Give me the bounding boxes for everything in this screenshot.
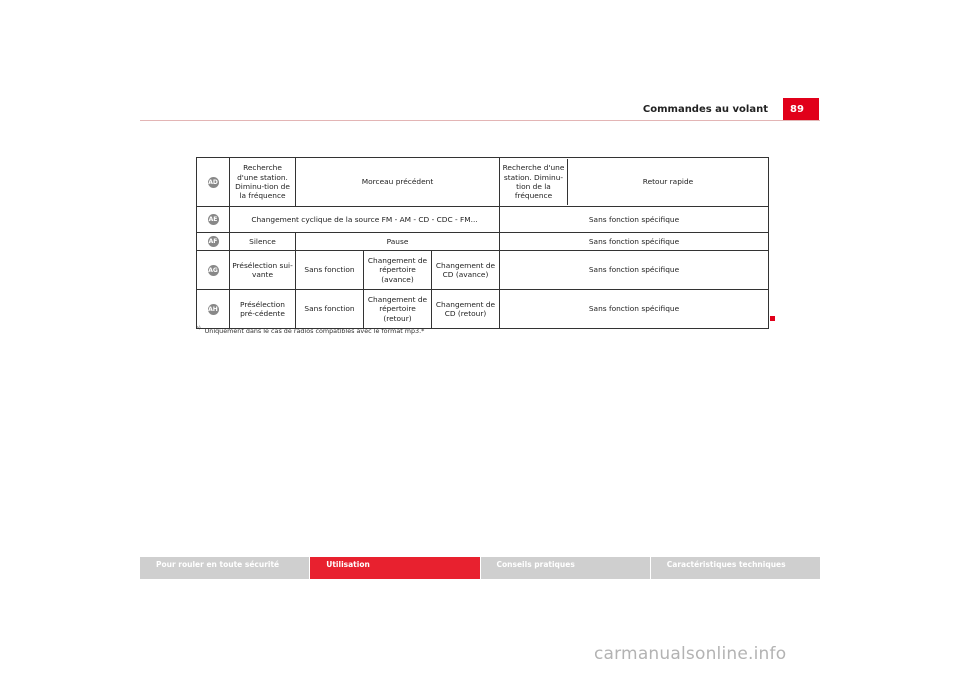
table-cell: Sans fonction spécifique bbox=[500, 207, 769, 233]
table-cell: Changement cyclique de la source FM - AM - CD - CDC - FM... bbox=[230, 207, 500, 233]
table-row bbox=[197, 251, 769, 290]
footer-tab-utilisation[interactable]: Utilisation bbox=[310, 557, 479, 579]
table-row bbox=[197, 207, 769, 233]
table-cell: Recherche d'une station. Diminu-tion de la fréquence bbox=[500, 159, 568, 205]
table-row bbox=[197, 290, 769, 329]
table-cell: Présélection sui-vante bbox=[230, 251, 296, 290]
table-cell: Recherche d'une station. Diminu-tion de la fréquence bbox=[230, 158, 296, 207]
table-cell: Changement de CD (avance) bbox=[432, 251, 500, 290]
table-cell bbox=[500, 158, 769, 207]
table-cell: Sans fonction spécifique bbox=[500, 290, 769, 329]
watermark-text: carmanualsonline.info bbox=[594, 644, 787, 664]
footnote-marker: a) bbox=[196, 326, 201, 331]
table-cell: Changement de répertoire (avance) bbox=[364, 251, 432, 290]
row-key-cell bbox=[197, 233, 230, 251]
control-badge-icon: AF bbox=[208, 238, 218, 245]
control-badge-icon: AD bbox=[208, 178, 218, 186]
table-row bbox=[197, 158, 769, 207]
row-key-cell bbox=[197, 251, 230, 290]
header-divider bbox=[140, 120, 820, 121]
footer-navigation bbox=[140, 557, 820, 579]
row-key-cell bbox=[197, 290, 230, 329]
page-title: Commandes au volant bbox=[642, 104, 768, 115]
footer-tab-securite[interactable]: Pour rouler en toute sécurité bbox=[140, 557, 309, 579]
table-cell: Changement de CD (retour) bbox=[432, 290, 500, 329]
footnote-text: Uniquement dans le cas de radios compatibles avec le format mp3.* bbox=[204, 327, 425, 335]
table-cell: Sans fonction bbox=[296, 290, 364, 329]
table-cell: Sans fonction spécifique bbox=[500, 251, 769, 290]
table-cell: Morceau précédent bbox=[296, 158, 500, 207]
table-cell: Changement de répertoire (retour) bbox=[364, 290, 432, 329]
table-cell: Pause bbox=[296, 233, 500, 251]
table-cell: Sans fonction spécifique bbox=[500, 233, 769, 251]
section-end-marker-icon bbox=[770, 316, 775, 321]
control-badge-icon: AG bbox=[208, 266, 218, 274]
table-cell: Retour rapide bbox=[642, 177, 694, 187]
page-number: 89 bbox=[783, 98, 819, 120]
table-cell: Présélection pré-cédente bbox=[230, 290, 296, 329]
control-badge-icon: AE bbox=[208, 216, 218, 223]
table-cell: Sans fonction bbox=[296, 251, 364, 290]
footer-tab-conseils[interactable]: Conseils pratiques bbox=[481, 557, 650, 579]
footer-tab-caracteristiques[interactable]: Caractéristiques techniques bbox=[651, 557, 820, 579]
row-key-cell bbox=[197, 158, 230, 207]
control-badge-icon: AH bbox=[208, 305, 218, 313]
table-row bbox=[197, 233, 769, 251]
steering-controls-table bbox=[196, 157, 769, 329]
row-key-cell bbox=[197, 207, 230, 233]
table-cell: Silence bbox=[230, 233, 296, 251]
footnote bbox=[196, 327, 424, 335]
